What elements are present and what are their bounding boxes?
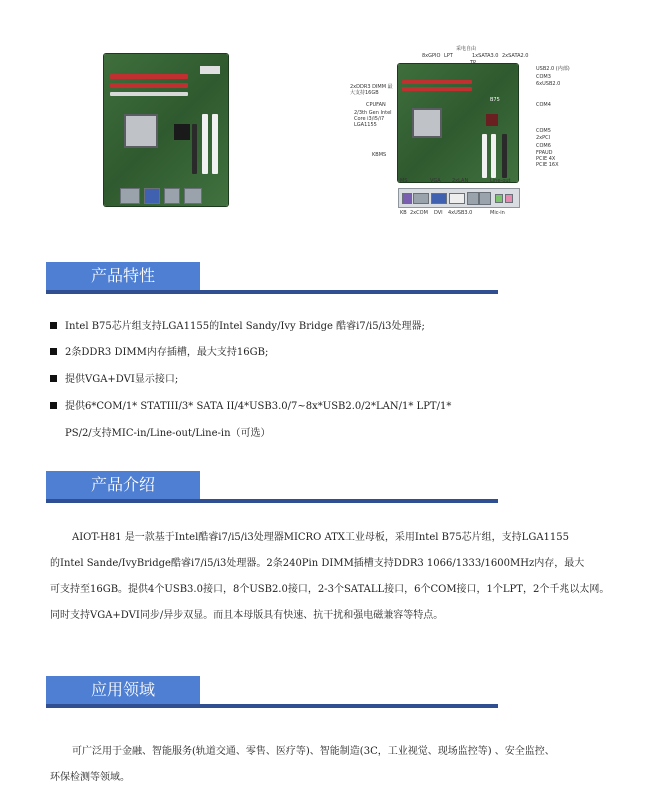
label-pcie4x: PCIE 4X	[536, 156, 556, 162]
label-ddr3: 2xDDR3 DIMM 最大支持16GB	[350, 84, 393, 96]
connector-block	[200, 66, 220, 74]
section-rule	[46, 290, 498, 294]
label-sata3: 1xSATA3.0	[472, 53, 499, 59]
product-images	[0, 0, 672, 240]
section-tab	[46, 471, 200, 499]
io-label-kb: KB	[400, 210, 407, 216]
square-bullet-icon	[50, 322, 57, 329]
label-tp: TP	[470, 60, 477, 66]
section-header-applications	[46, 676, 498, 710]
square-bullet-icon	[50, 375, 57, 382]
label-2xpci: 2xPCI	[536, 135, 551, 141]
label-cpu: 2/3th Gen Intel Core i3/i5/i7 LGA1155	[354, 110, 392, 128]
io-label-2xcom: 2xCOM	[410, 210, 428, 216]
section-title: 应用领域	[90, 680, 155, 699]
com-port	[413, 193, 429, 204]
lan-port	[479, 192, 491, 205]
feature-item	[50, 373, 178, 387]
io-panel	[398, 188, 520, 208]
intro-paragraph-line: AIOT-H81 是一款基于Intel酷睿i7/i5/i3处理器MICRO ATX工业母板，采用Intel B75芯片组，支持LGA1155	[72, 532, 569, 543]
label-b75: B75	[490, 97, 500, 103]
section-title: 产品介绍	[90, 475, 155, 494]
dimm-slot	[110, 92, 188, 96]
intro-paragraph-line: 的Intel Sande/IvyBridge酷睿i7/i5/i3处理器。2条240Pin DIMM插槽支持DDR3 1066/1333/1600MHz内存，最大	[50, 558, 585, 569]
section-header-features	[46, 262, 498, 296]
label-gpio: 8xGPIO	[422, 53, 441, 59]
io-port	[184, 188, 202, 204]
io-port	[120, 188, 140, 204]
section-tab	[46, 676, 200, 704]
label-sata2: 2xSATA2.0	[502, 53, 529, 59]
pcie-slot	[192, 124, 197, 174]
io-label-lan: 2xLAN	[452, 178, 469, 184]
pci-slot	[202, 114, 208, 174]
label-power: 采电自由	[456, 46, 477, 52]
section-rule	[46, 704, 498, 708]
label-kbms: KBMS	[372, 152, 387, 158]
io-label-vga: VGA	[430, 178, 441, 184]
io-label-ms: MS	[400, 178, 408, 184]
pci-slot	[482, 134, 487, 178]
section-tab	[46, 262, 200, 290]
feature-item-continuation: PS/2/支持MIC-in/Line-out/Line-in（可选）	[65, 428, 271, 439]
pci-slot	[491, 134, 496, 178]
chipset	[174, 124, 190, 140]
intro-paragraph-line: 可支持至16GB。提供4个USB3.0接口，8个USB2.0接口，2-3个SATALL接口，6个COM接口，1个LPT，2个千兆以太网。	[50, 584, 610, 595]
audio-port	[505, 194, 513, 203]
label-com3: COM3	[536, 74, 551, 80]
feature-text: 提供6*COM/1* STATIII/3* SATA II/4*USB3.0/7~8x*USB2.0/2*LAN/1* LPT/1*	[65, 401, 452, 412]
label-com4: COM4	[536, 102, 551, 108]
feature-item	[50, 346, 268, 360]
apps-paragraph-line: 可广泛用于金融、智能服务(轨道交通、零售、医疗等)、智能制造(3C，工业视觉、现场监控等) 、安全监控、	[72, 746, 555, 757]
label-com6: COM6	[536, 143, 551, 149]
io-label-lineout: Line-out	[490, 178, 511, 184]
io-label-dvi: DVI	[434, 210, 443, 216]
label-lpt: LPT	[444, 53, 453, 59]
motherboard-photo-right	[398, 64, 518, 182]
section-header-intro	[46, 471, 498, 505]
dvi-port	[449, 193, 465, 204]
feature-text: 2条DDR3 DIMM内存插槽，最大支持16GB;	[65, 347, 269, 358]
io-port	[164, 188, 180, 204]
label-cpufan: CPUFAN	[366, 102, 386, 108]
io-port	[144, 188, 160, 204]
motherboard-photo-left	[104, 54, 228, 206]
cpu-socket	[124, 114, 158, 148]
pcie-slot	[502, 134, 507, 178]
section-rule	[46, 499, 498, 503]
section-title: 产品特性	[90, 266, 155, 285]
lan-port	[467, 192, 479, 205]
feature-text: 提供VGA+DVI显示接口;	[65, 374, 179, 385]
apps-paragraph-line: 环保检测等领域。	[50, 772, 130, 783]
dimm-slot	[402, 80, 472, 84]
annotated-diagram	[350, 44, 570, 234]
intro-paragraph-line: 同时支持VGA+DVI同步/异步双显。而且本母版具有快速、抗干扰和强电磁兼容等特点。	[50, 610, 444, 621]
label-usb2: 6xUSB2.0	[536, 81, 561, 87]
label-pcie16x: PCIE 16X	[536, 162, 559, 168]
label-com5: COM5	[536, 128, 551, 134]
ps2-port	[402, 193, 412, 204]
dimm-slot	[110, 83, 188, 88]
pci-slot	[212, 114, 218, 174]
audio-port	[495, 194, 503, 203]
square-bullet-icon	[50, 348, 57, 355]
vga-port	[431, 193, 447, 204]
io-label-micin: Mic-in	[490, 210, 505, 216]
cpu-socket	[412, 108, 442, 138]
feature-text: Intel B75芯片组支持LGA1155的Intel Sandy/Ivy Bridge 酷睿i7/i5/i3处理器;	[65, 321, 425, 332]
square-bullet-icon	[50, 402, 57, 409]
io-label-usb3: 4xUSB3.0	[448, 210, 473, 216]
chipset	[486, 114, 498, 126]
dimm-slot	[110, 74, 188, 79]
label-usb-internal: USB2.0 (内部)	[536, 66, 570, 72]
label-fpaud: FPAUD	[536, 150, 553, 156]
feature-item	[50, 400, 451, 414]
dimm-slot	[402, 87, 472, 91]
feature-item	[50, 320, 425, 334]
